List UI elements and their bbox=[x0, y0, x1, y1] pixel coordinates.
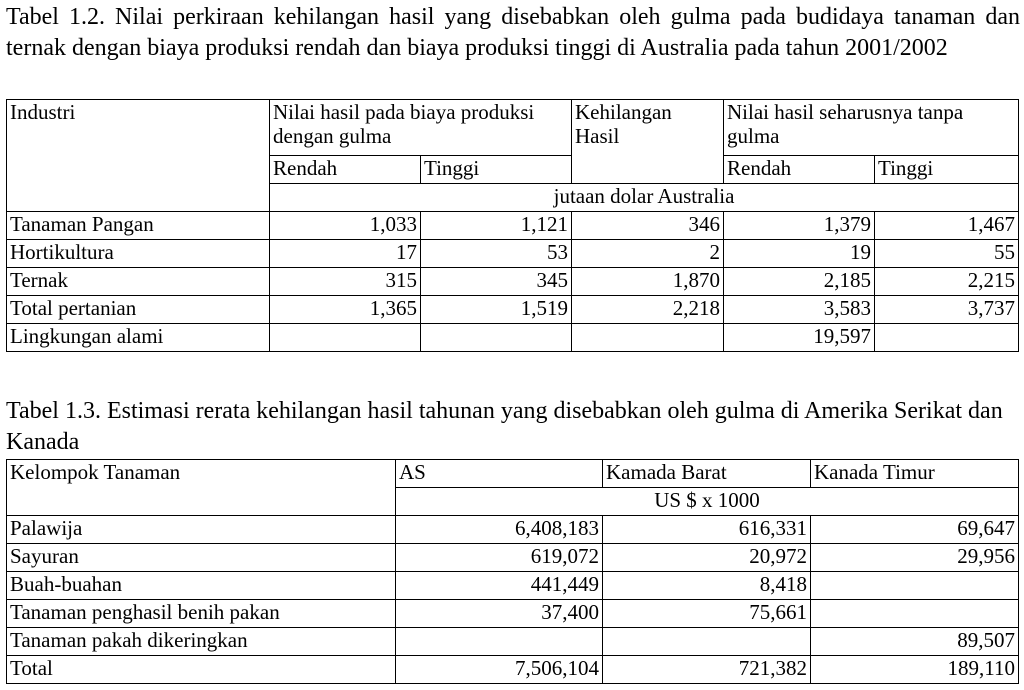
cell: 89,507 bbox=[811, 628, 1019, 656]
cell bbox=[811, 600, 1019, 628]
cell: 3,737 bbox=[875, 296, 1019, 324]
cell bbox=[811, 572, 1019, 600]
cell: 8,418 bbox=[603, 572, 811, 600]
cell: 345 bbox=[421, 268, 572, 296]
cell: 53 bbox=[421, 240, 572, 268]
header-unit: jutaan dolar Australia bbox=[270, 184, 1019, 212]
cell: 2 bbox=[572, 240, 724, 268]
cell: 189,110 bbox=[811, 656, 1019, 684]
row-label: Total pertanian bbox=[7, 296, 270, 324]
cell: 29,956 bbox=[811, 544, 1019, 572]
header-unit: US $ x 1000 bbox=[396, 488, 1019, 516]
cell: 3,583 bbox=[724, 296, 875, 324]
cell: 7,506,104 bbox=[396, 656, 603, 684]
cell: 17 bbox=[270, 240, 421, 268]
cell: 55 bbox=[875, 240, 1019, 268]
cell bbox=[421, 324, 572, 352]
cell: 6,408,183 bbox=[396, 516, 603, 544]
cell bbox=[396, 628, 603, 656]
header-industri: Industri bbox=[7, 100, 270, 212]
row-label: Lingkungan alami bbox=[7, 324, 270, 352]
row-label: Hortikultura bbox=[7, 240, 270, 268]
cell: 2,185 bbox=[724, 268, 875, 296]
cell bbox=[572, 324, 724, 352]
table-row bbox=[7, 544, 1019, 572]
cell: 69,647 bbox=[811, 516, 1019, 544]
cell: 2,218 bbox=[572, 296, 724, 324]
header-group: Kelompok Tanaman bbox=[7, 460, 396, 516]
cell: 1,365 bbox=[270, 296, 421, 324]
cell: 721,382 bbox=[603, 656, 811, 684]
row-label: Ternak bbox=[7, 268, 270, 296]
header-loss: Kehilangan Hasil bbox=[572, 100, 724, 184]
row-label: Palawija bbox=[7, 516, 396, 544]
row-label: Sayuran bbox=[7, 544, 396, 572]
table-row bbox=[7, 600, 1019, 628]
row-label: Tanaman pakah dikeringkan bbox=[7, 628, 396, 656]
cell: 346 bbox=[572, 212, 724, 240]
header-with-weeds: Nilai hasil pada biaya produksi dengan gulma bbox=[270, 100, 572, 156]
header-high: Tinggi bbox=[875, 156, 1019, 184]
header-low: Rendah bbox=[270, 156, 421, 184]
header-high: Tinggi bbox=[421, 156, 572, 184]
row-label: Buah-buahan bbox=[7, 572, 396, 600]
table2-caption: Tabel 1.3. Estimasi rerata kehilangan hasil tahunan yang disebabkan oleh gulma di Amerika Serikat dan Kanada bbox=[6, 398, 1003, 455]
cell: 1,870 bbox=[572, 268, 724, 296]
cell: 1,379 bbox=[724, 212, 875, 240]
row-label: Tanaman Pangan bbox=[7, 212, 270, 240]
table-row bbox=[7, 572, 1019, 600]
table-row bbox=[7, 516, 1019, 544]
table2 bbox=[6, 459, 1019, 684]
table-row bbox=[7, 628, 1019, 656]
cell: 37,400 bbox=[396, 600, 603, 628]
cell: 1,467 bbox=[875, 212, 1019, 240]
header-west: Kamada Barat bbox=[603, 460, 811, 488]
cell: 441,449 bbox=[396, 572, 603, 600]
cell: 619,072 bbox=[396, 544, 603, 572]
table-row bbox=[7, 212, 1019, 240]
cell: 1,519 bbox=[421, 296, 572, 324]
cell: 1,033 bbox=[270, 212, 421, 240]
cell bbox=[875, 324, 1019, 352]
cell: 1,121 bbox=[421, 212, 572, 240]
cell: 19,597 bbox=[724, 324, 875, 352]
cell: 2,215 bbox=[875, 268, 1019, 296]
table-row bbox=[7, 268, 1019, 296]
table-row bbox=[7, 324, 1019, 352]
row-label: Total bbox=[7, 656, 396, 684]
row-label: Tanaman penghasil benih pakan bbox=[7, 600, 396, 628]
header-without-weeds: Nilai hasil seharusnya tanpa gulma bbox=[724, 100, 1019, 156]
header-as: AS bbox=[396, 460, 603, 488]
table1 bbox=[6, 99, 1019, 352]
header-east: Kanada Timur bbox=[811, 460, 1019, 488]
table-row bbox=[7, 240, 1019, 268]
header-low: Rendah bbox=[724, 156, 875, 184]
cell: 616,331 bbox=[603, 516, 811, 544]
cell: 315 bbox=[270, 268, 421, 296]
table-row bbox=[7, 656, 1019, 684]
cell: 20,972 bbox=[603, 544, 811, 572]
cell: 19 bbox=[724, 240, 875, 268]
table-row bbox=[7, 296, 1019, 324]
cell bbox=[270, 324, 421, 352]
table1-caption: Tabel 1.2. Nilai perkiraan kehilangan hasil yang disebabkan oleh gulma pada budidaya tanaman dan ternak dengan biaya produksi rendah dan biaya produksi tinggi di Australia pada tahun 2001/2002 bbox=[6, 4, 1020, 61]
cell bbox=[603, 628, 811, 656]
cell: 75,661 bbox=[603, 600, 811, 628]
